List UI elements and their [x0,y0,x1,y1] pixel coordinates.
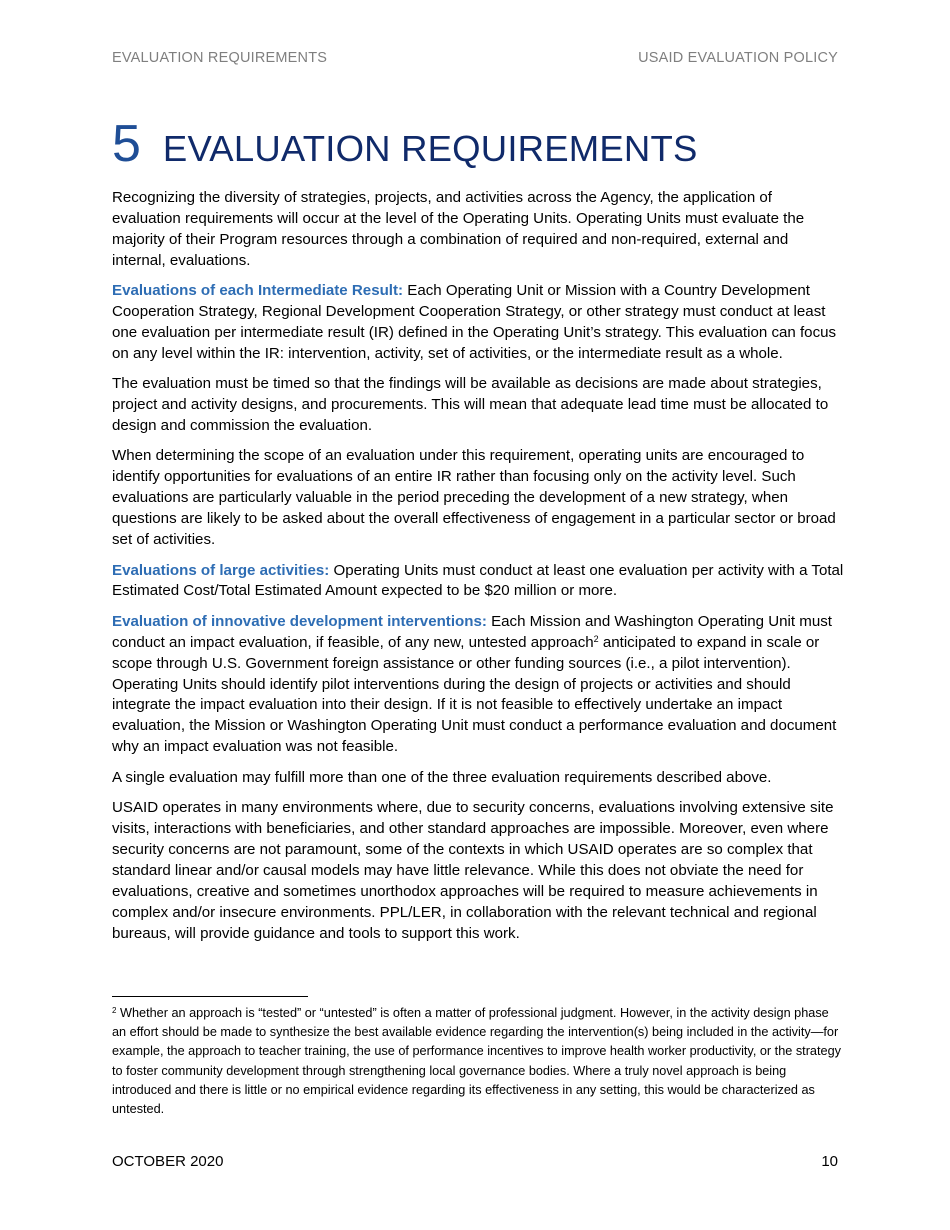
paragraph-lead-intermediate-result: Evaluations of each Intermediate Result: [112,282,404,300]
footnote-reference[interactable]: 2 [593,633,599,644]
chapter-number: 5 [112,115,141,173]
running-footer [112,1153,838,1170]
chapter-title: EVALUATION REQUIREMENTS [162,128,698,169]
footnote [112,1004,844,1119]
paragraph-intermediate-result [112,281,844,365]
running-header-left: EVALUATION REQUIREMENTS [112,50,328,66]
body-text [112,188,844,954]
paragraph-large-activities [112,561,844,603]
paragraph-text-innovative-part-2: anticipated to expand in scale or scope through U.S. Government foreign assistance or other funding sources (i.e., a pilot intervention). Operating Units should identify pilot interventions during the design of projects or activities and should integrate the impact evaluation into their design. If it is not feasible to effectively undertake an impact evaluation, the Mission or Washington Operating Unit must conduct a performance evaluation and document why an impact evaluation was not feasible. [112,633,837,756]
paragraph-single-evaluation: A single evaluation may fulfill more than one of the three evaluation requirements described above. [112,768,772,786]
page-number: 10 [821,1153,838,1170]
footer-date: OCTOBER 2020 [112,1153,224,1170]
paragraph-intro: Recognizing the diversity of strategies, projects, and activities across the Agency, the application of evaluation requirements will occur at the level of the Operating Units. Operating Units must evaluate the majority of their Program resources through a combination of required and non-required, external and internal, evaluations. [112,189,805,269]
paragraph-innovative-interventions [112,612,844,758]
paragraph-scope: When determining the scope of an evaluation under this requirement, operating units are encouraged to identify opportunities for evaluations of an entire IR rather than focusing only on the activity level. Such evaluations are particularly valuable in the period preceding the development of a new strategy, when questions are likely to be asked about the overall effectiveness of engagement in a particular sector or broad set of activities. [112,447,836,549]
paragraph-lead-innovative-interventions: Evaluation of innovative development interventions: [112,612,487,630]
paragraph-security: USAID operates in many environments where, due to security concerns, evaluations involving extensive site visits, interactions with beneficiaries, and other standard approaches are impossible. Moreover, even where security concerns are not paramount, some of the contexts in which USAID operates are so complex that standard linear and/or causal models may have little relevance. While this does not obviate the need for evaluations, creative and sometimes unorthodox approaches will be required to measure achievements in complex and/or insecure environments. PPL/LER, in collaboration with the relevant technical and regional bureaus, will provide guidance and tools to support this work. [112,799,834,942]
paragraph-text-intermediate-result: Each Operating Unit or Mission with a Country Development Cooperation Strategy, Regional Development Cooperation Strategy, or other strategy must conduct at least one evaluation per intermediate result (IR) defined in the Operating Unit’s strategy. This evaluation can focus on any level within the IR: intervention, activity, set of activities, or the intermediate result as a whole. [112,282,837,362]
footnote-text: Whether an approach is “tested” or “untested” is often a matter of professional judgment. However, in the activity design phase an effort should be made to synthesize the best available evidence regarding the intervention(s) being included in the activity—for example, the approach to teacher training, the use of performance incentives to improve health worker productivity, or the strategy to foster community development through strengthening local governance bodies. Where a truly novel approach is being introduced and there is little or no empirical evidence regarding its effectiveness in any setting, this would be characterized as untested. [112,1006,841,1117]
footnote-marker: 2 [112,1006,117,1015]
running-header [112,50,838,66]
paragraph-text-innovative-part-1: Each Mission and Washington Operating Unit must conduct an impact evaluation, if feasible, of any new, untested approach [112,612,832,651]
footnote-divider [112,996,308,997]
paragraph-lead-large-activities: Evaluations of large activities: [112,561,330,579]
chapter-heading [112,113,870,180]
running-header-right: USAID EVALUATION POLICY [638,50,838,66]
paragraph-timing: The evaluation must be timed so that the findings will be available as decisions are made about strategies, project and activity designs, and procurements. This will mean that adequate lead time must be allocated to design and commission the evaluation. [112,375,829,435]
paragraph-text-large-activities: Operating Units must conduct at least one evaluation per activity with a Total Estimated Cost/Total Estimated Amount expected to be $20 million or more. [112,561,844,600]
